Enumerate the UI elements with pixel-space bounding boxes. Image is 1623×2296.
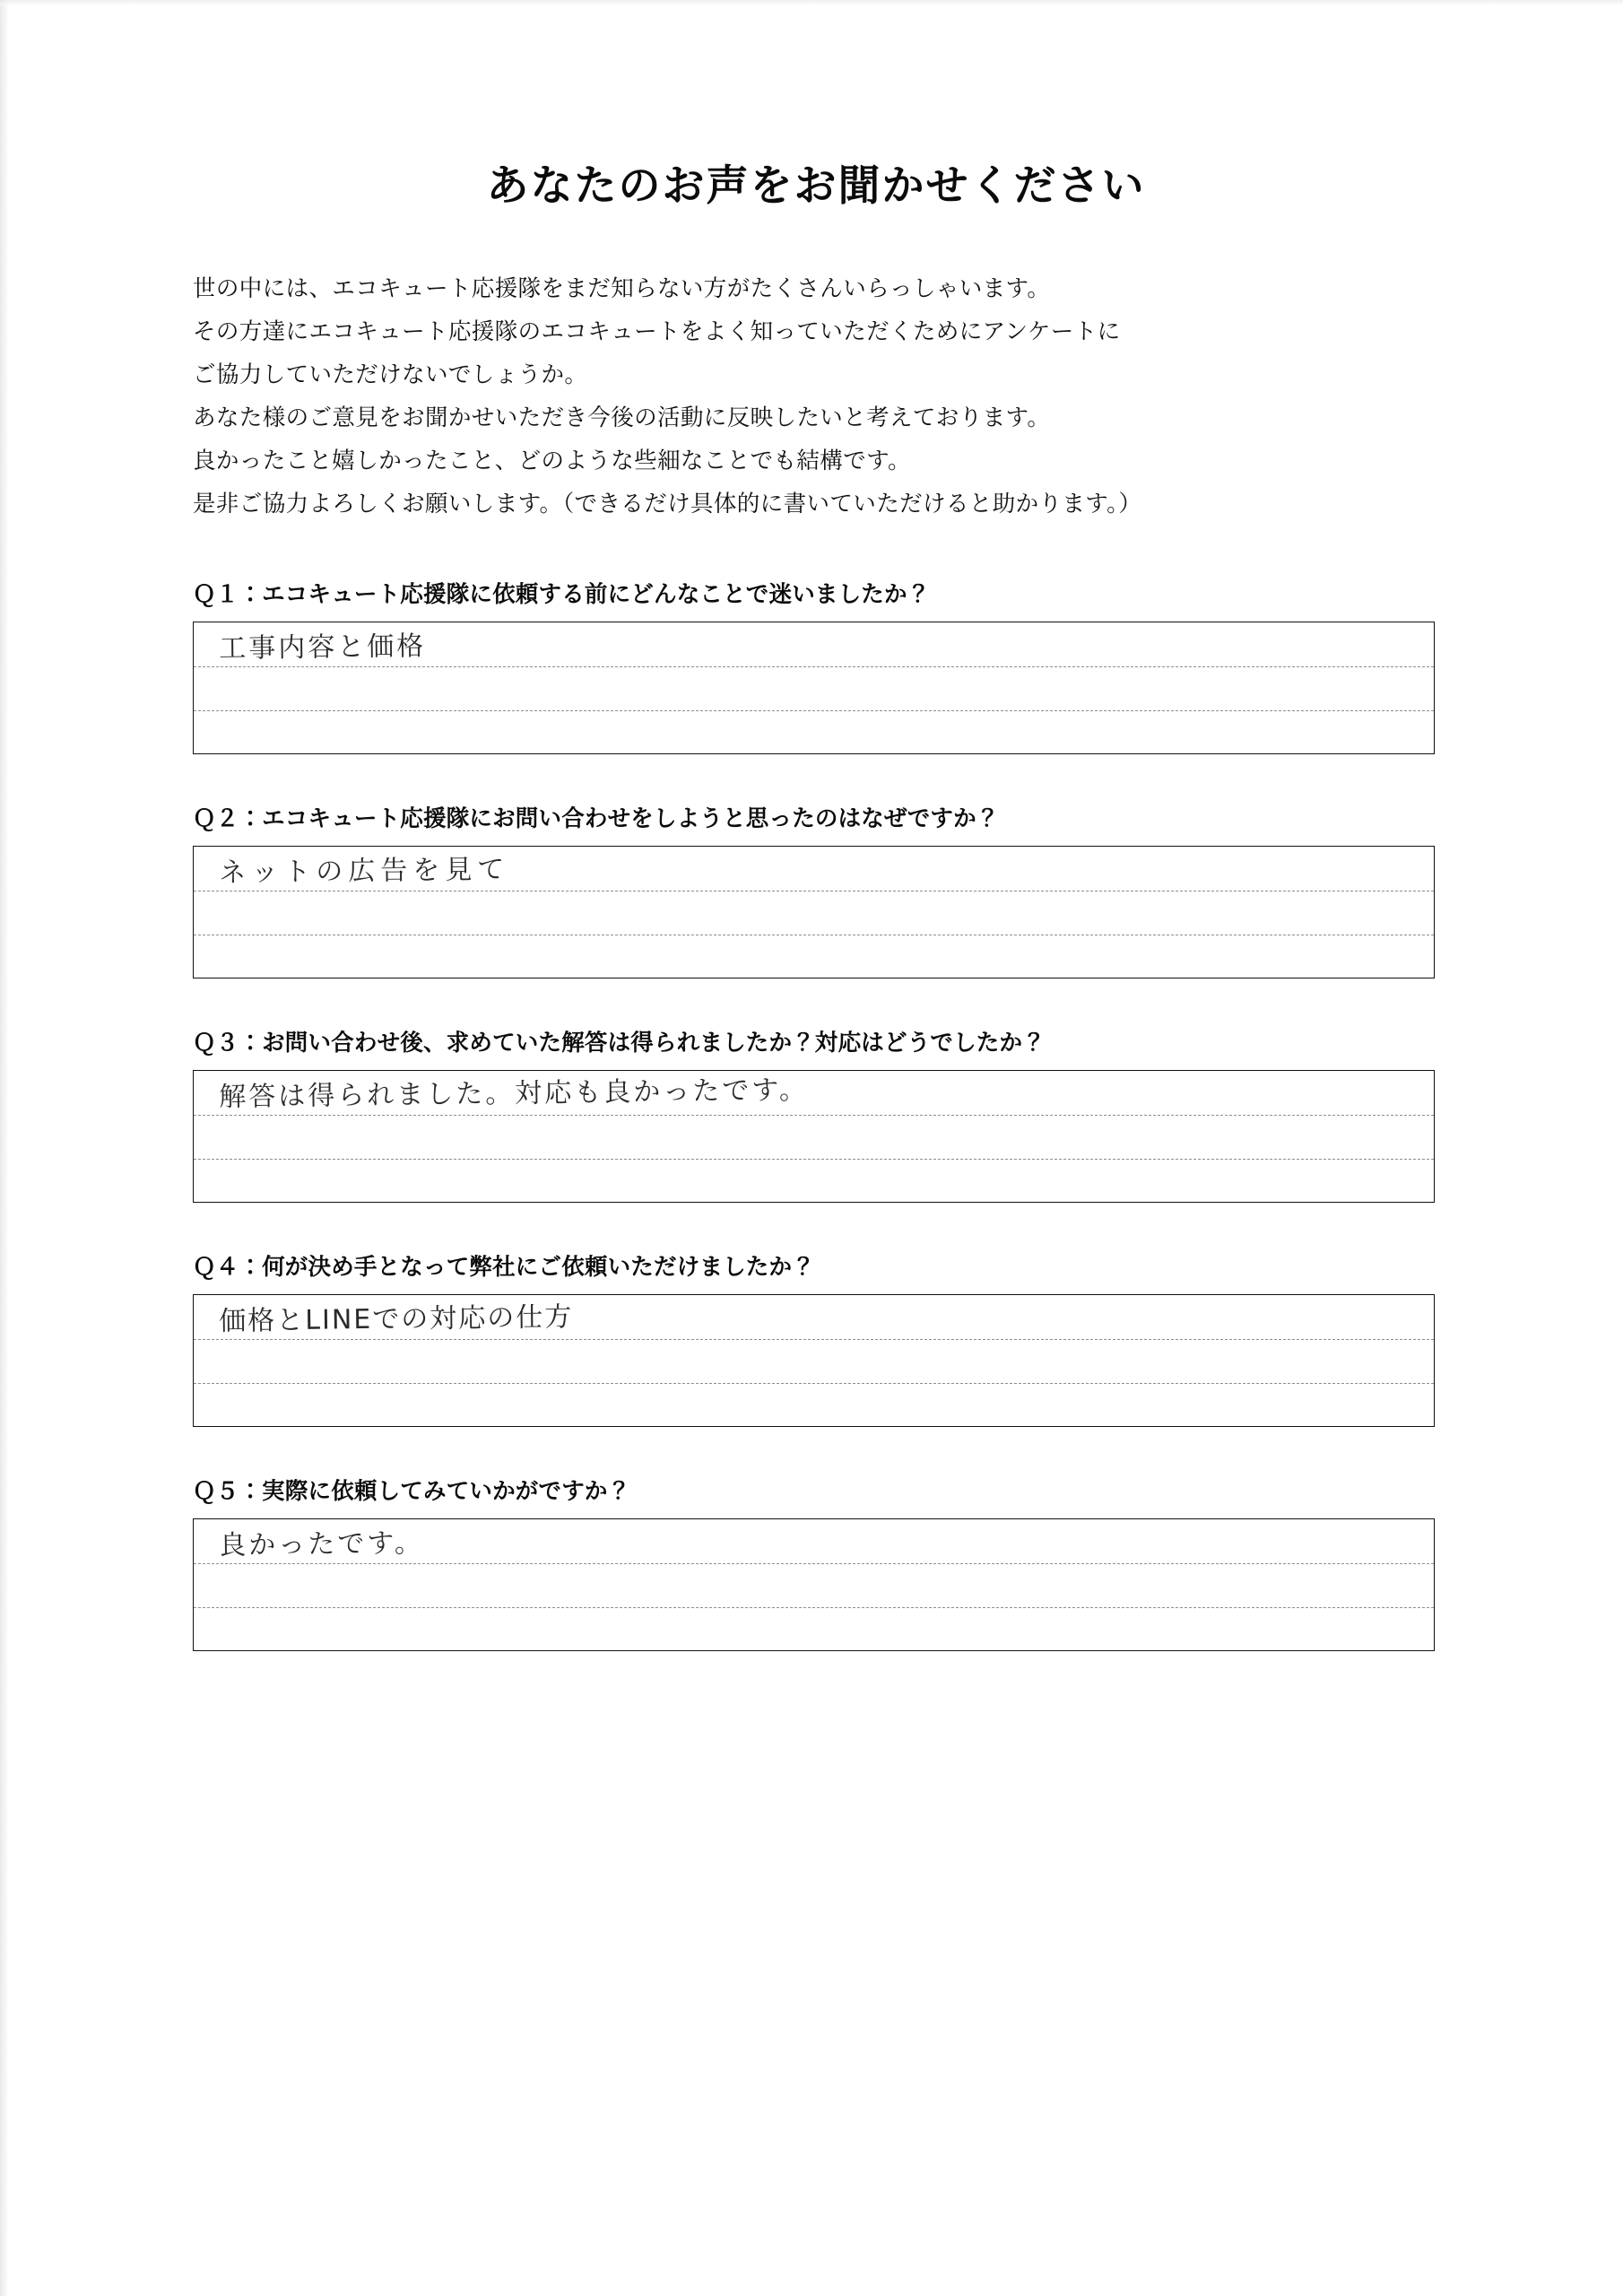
intro-paragraph bbox=[193, 268, 1439, 526]
question-block-1 bbox=[193, 577, 1439, 754]
answer-rule bbox=[194, 1563, 1434, 1564]
question-block-4 bbox=[193, 1249, 1439, 1427]
answer-box-2[interactable] bbox=[193, 846, 1435, 978]
question-label-5: Ｑ５：実際に依頼してみていかがですか？ bbox=[193, 1478, 631, 1504]
intro-line: 良かったこと嬉しかったこと、どのような些細なことでも結構です。 bbox=[193, 448, 911, 474]
question-label-2: Ｑ２：エコキュート応援隊にお問い合わせをしようと思ったのはなぜですか？ bbox=[193, 805, 1000, 831]
handwritten-answer-3: 解答は得られました。対応も良かったです。 bbox=[219, 1074, 810, 1113]
answer-rule bbox=[194, 1339, 1434, 1340]
answer-rule bbox=[194, 1115, 1434, 1116]
intro-line: 是非ご協力よろしくお願いします。（できるだけ具体的に書いていただけると助かります。） bbox=[193, 491, 1142, 517]
answer-rule bbox=[194, 710, 1434, 711]
answer-rule bbox=[194, 1383, 1434, 1384]
answer-box-3[interactable] bbox=[193, 1070, 1435, 1203]
answer-rule bbox=[194, 666, 1434, 667]
intro-line: その方達にエコキュート応援隊のエコキュートをよく知っていただくためにアンケートに bbox=[193, 318, 1121, 344]
intro-line: あなた様のご意見をお聞かせいただき今後の活動に反映したいと考えております。 bbox=[193, 404, 1051, 430]
intro-line: 世の中には、エコキュート応援隊をまだ知らない方がたくさんいらっしゃいます。 bbox=[193, 276, 1051, 301]
answer-box-1[interactable] bbox=[193, 622, 1435, 754]
question-label-4: Ｑ４：何が決め手となって弊社にご依頼いただけましたか？ bbox=[193, 1254, 815, 1280]
question-label-1: Ｑ１：エコキュート応援隊に依頼する前にどんなことで迷いましたか？ bbox=[193, 581, 931, 607]
question-block-2 bbox=[193, 801, 1439, 978]
handwritten-answer-1: 工事内容と価格 bbox=[219, 630, 427, 665]
handwritten-answer-4: 価格とLINEでの対応の仕方 bbox=[219, 1300, 574, 1337]
question-label-3: Ｑ３：お問い合わせ後、求めていた解答は得られましたか？対応はどうでしたか？ bbox=[193, 1030, 1046, 1056]
answer-rule bbox=[194, 1607, 1434, 1608]
scan-edge-artifact-left bbox=[0, 0, 9, 2296]
answer-box-4[interactable] bbox=[193, 1294, 1435, 1427]
answer-rule bbox=[194, 1159, 1434, 1160]
scan-edge-artifact-top bbox=[0, 0, 1623, 5]
survey-content bbox=[193, 152, 1439, 1698]
question-block-3 bbox=[193, 1025, 1439, 1203]
question-block-5 bbox=[193, 1474, 1439, 1651]
intro-line: ご協力していただけないでしょうか。 bbox=[193, 361, 588, 387]
handwritten-answer-5: 良かったです。 bbox=[219, 1526, 425, 1561]
page-title: あなたのお声をお聞かせください bbox=[486, 161, 1146, 209]
handwritten-answer-2: ネットの広告を見て bbox=[219, 853, 510, 889]
answer-box-5[interactable] bbox=[193, 1518, 1435, 1651]
